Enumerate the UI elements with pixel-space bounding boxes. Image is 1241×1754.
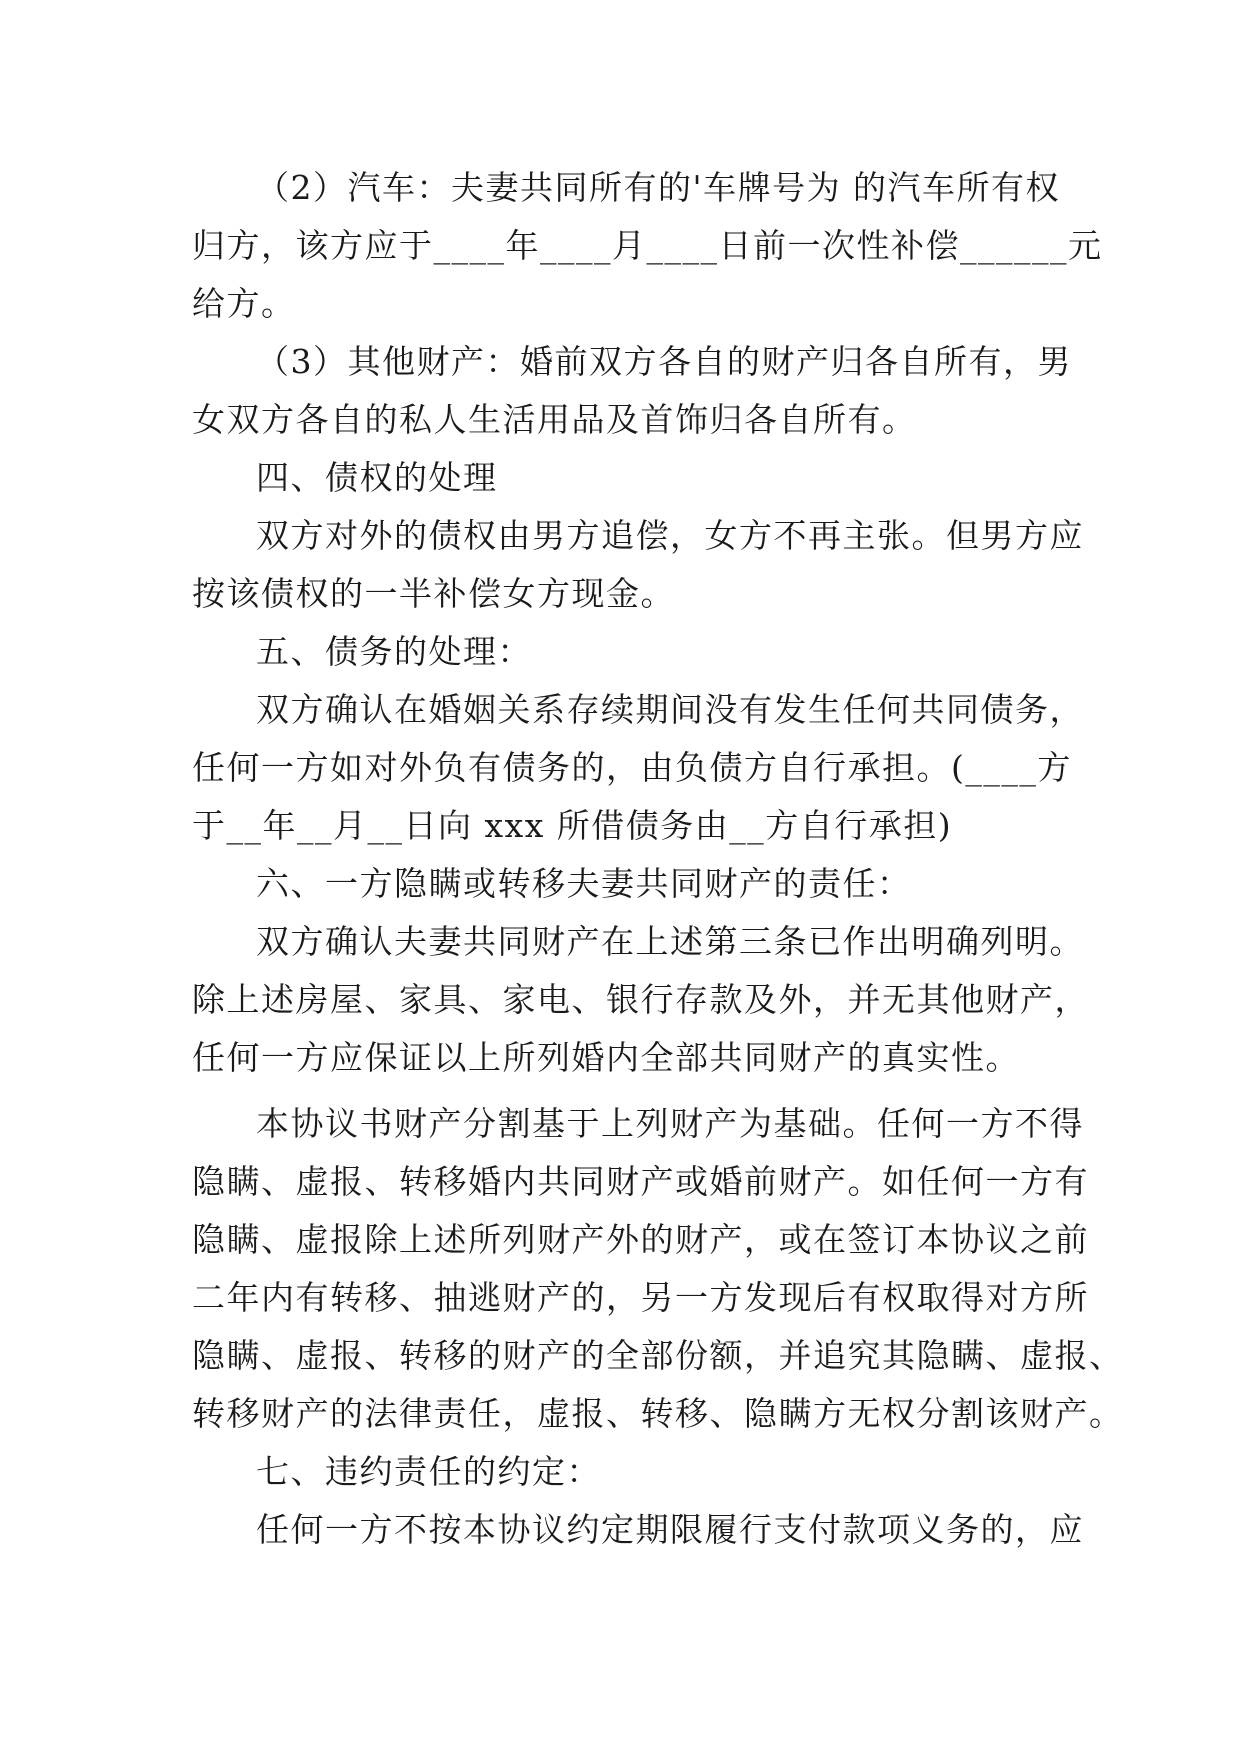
- para-division-line-4: 二年内有转移、抽逃财产的，另一方发现后有权取得对方所: [192, 1278, 1089, 1317]
- para-concealment-line-2: 除上述房屋、家具、家电、银行存款及外，并无其他财产，: [192, 980, 1089, 1019]
- document-body: [192, 159, 1124, 1559]
- para-division-line-3: 隐瞒、虚报除上述所列财产外的财产，或在签订本协议之前: [192, 1220, 1089, 1259]
- heading-concealment-liability: 六、一方隐瞒或转移夫妻共同财产的责任：: [256, 864, 912, 903]
- para-division-line-1: 本协议书财产分割基于上列财产为基础。任何一方不得: [256, 1104, 1084, 1143]
- para-debts-line-2: 任何一方如对外负有债务的，由负债方自行承担。(____方: [192, 748, 1072, 787]
- para-other-property-line-1: （3）其他财产：婚前双方各自的财产归各自所有，男: [256, 342, 1072, 381]
- para-debts-line-1: 双方确认在婚姻关系存续期间没有发生任何共同债务，: [256, 690, 1084, 729]
- para-division-line-5: 隐瞒、虚报、转移的财产的全部份额，并追究其隐瞒、虚报、: [192, 1336, 1124, 1375]
- para-car-line-3: 给方。: [192, 284, 296, 323]
- para-division-line-6: 转移财产的法律责任，虚报、转移、隐瞒方无权分割该财产。: [192, 1394, 1124, 1433]
- heading-creditor-rights: 四、债权的处理: [256, 458, 498, 497]
- heading-debts: 五、债务的处理：: [256, 632, 532, 671]
- para-car-line-2: 归方，该方应于____年____月____日前一次性补偿______元: [192, 226, 1103, 265]
- para-creditor-line-2: 按该债权的一半补偿女方现金。: [192, 574, 675, 613]
- para-breach-line-1: 任何一方不按本协议约定期限履行支付款项义务的，应: [256, 1510, 1084, 1549]
- para-concealment-line-1: 双方确认夫妻共同财产在上述第三条已作出明确列明。: [256, 922, 1084, 961]
- heading-breach-liability: 七、违约责任的约定：: [256, 1452, 601, 1491]
- para-other-property-line-2: 女双方各自的私人生活用品及首饰归各自所有。: [192, 400, 917, 439]
- para-debts-line-3: 于__年__月__日向 xxx 所借债务由__方自行承担): [192, 806, 953, 845]
- para-creditor-line-1: 双方对外的债权由男方追偿，女方不再主张。但男方应: [256, 516, 1084, 555]
- para-division-line-2: 隐瞒、虚报、转移婚内共同财产或婚前财产。如任何一方有: [192, 1162, 1089, 1201]
- para-concealment-line-3: 任何一方应保证以上所列婚内全部共同财产的真实性。: [192, 1038, 1020, 1077]
- para-car-line-1: （2）汽车：夫妻共同所有的'车牌号为 的汽车所有权: [256, 168, 1061, 207]
